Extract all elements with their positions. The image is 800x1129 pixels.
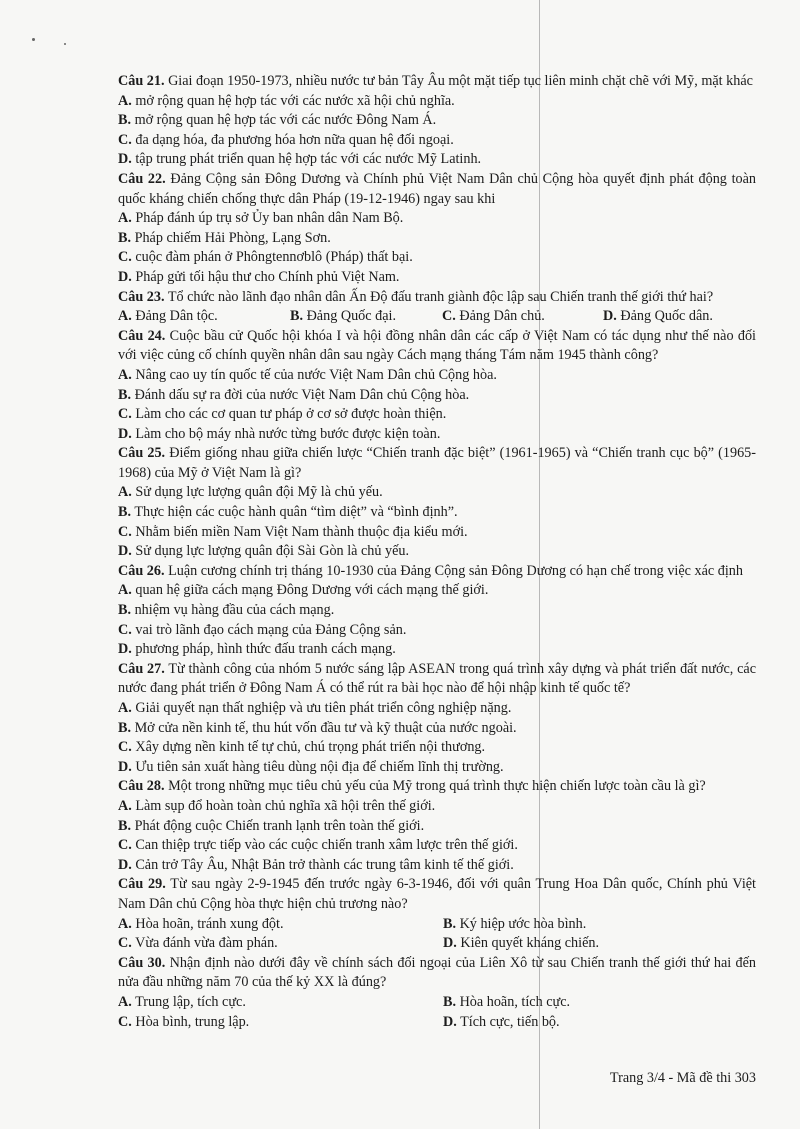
question-22 — [118, 170, 756, 288]
option-c: C. Làm cho các cơ quan tư pháp ở cơ sở được hoàn thiện. — [118, 406, 447, 423]
question-30 — [118, 954, 756, 1032]
option-d: D. Pháp gửi tối hậu thư cho Chính phủ Việt Nam. — [118, 268, 400, 285]
option-a: A. Hòa hoãn, tránh xung đột. — [118, 915, 284, 932]
question-stem: Điểm giống nhau giữa chiến lược “Chiến tranh đặc biệt” (1961-1965) và “Chiến tranh cục bộ” (1965-1968) của Mỹ ở Việt Nam là gì? — [118, 445, 756, 481]
question-list — [118, 72, 756, 1032]
option-d: D. Ưu tiên sản xuất hàng tiêu dùng nội địa để chiếm lĩnh thị trường. — [118, 758, 504, 775]
option-a: A. Đảng Dân tộc. — [118, 308, 218, 325]
question-23 — [118, 288, 756, 327]
scan-speck — [64, 43, 66, 45]
question-number: Câu 23. — [118, 288, 165, 305]
option-d: D. Cản trở Tây Âu, Nhật Bản trở thành các trung tâm kinh tế thế giới. — [118, 856, 514, 873]
question-number: Câu 26. — [118, 562, 165, 579]
question-29 — [118, 875, 756, 953]
question-27 — [118, 660, 756, 778]
option-b: B. mở rộng quan hệ hợp tác với các nước Đông Nam Á. — [118, 112, 437, 129]
question-number: Câu 21. — [118, 73, 165, 89]
question-number: Câu 25. — [118, 445, 166, 462]
option-b: B. nhiệm vụ hàng đầu của cách mạng. — [118, 602, 335, 619]
option-a: A. Trung lập, tích cực. — [118, 993, 246, 1010]
option-c: C. Đảng Dân chủ. — [442, 308, 545, 325]
scan-speck — [32, 38, 35, 41]
option-d: D. Tích cực, tiến bộ. — [443, 1013, 560, 1030]
option-d: D. tập trung phát triển quan hệ hợp tác với các nước Mỹ Latinh. — [118, 151, 482, 168]
option-grid — [118, 915, 756, 954]
option-d: D. Làm cho bộ máy nhà nước từng bước được kiện toàn. — [118, 425, 441, 442]
option-a: A. Nâng cao uy tín quốc tế của nước Việt Nam Dân chủ Cộng hòa. — [118, 366, 497, 383]
question-stem: Một trong những mục tiêu chủ yếu của Mỹ trong quá trình thực hiện chiến lược toàn cầu là gì? — [168, 778, 706, 795]
option-a: A. Sử dụng lực lượng quân đội Mỹ là chủ yếu. — [118, 484, 383, 501]
option-a: A. Pháp đánh úp trụ sở Ủy ban nhân dân Nam Bộ. — [118, 210, 404, 227]
question-number: Câu 29. — [118, 876, 166, 893]
option-c: C. đa dạng hóa, đa phương hóa hơn nữa quan hệ đối ngoại. — [118, 131, 454, 148]
option-d: D. Kiên quyết kháng chiến. — [443, 935, 600, 952]
option-c: C. vai trò lãnh đạo cách mạng của Đảng Cộng sản. — [118, 621, 407, 638]
question-stem: Từ sau ngày 2-9-1945 đến trước ngày 6-3-1946, đối với quân Trung Hoa Dân quốc, Chính phủ Việt Nam Dân chủ Cộng hòa thực hiện chủ trương nào? — [118, 876, 756, 912]
option-b: B. Hòa hoãn, tích cực. — [443, 993, 571, 1010]
question-number: Câu 27. — [118, 660, 165, 677]
question-number: Câu 28. — [118, 778, 165, 795]
question-number: Câu 24. — [118, 327, 166, 344]
option-b: B. Ký hiệp ước hòa bình. — [443, 915, 587, 932]
option-grid — [118, 993, 756, 1032]
question-stem: Giai đoạn 1950-1973, nhiều nước tư bản Tây Âu một mặt tiếp tục liên minh chặt chẽ với Mỹ, mặt khác — [168, 73, 753, 89]
option-a: A. quan hệ giữa cách mạng Đông Dương với cách mạng thế giới. — [118, 582, 489, 599]
question-number: Câu 22. — [118, 170, 166, 187]
question-number: Câu 30. — [118, 954, 166, 971]
question-26 — [118, 562, 756, 660]
option-d: D. Sử dụng lực lượng quân đội Sài Gòn là chủ yếu. — [118, 543, 410, 560]
question-24 — [118, 327, 756, 445]
question-stem: Đảng Cộng sản Đông Dương và Chính phủ Việt Nam Dân chủ Cộng hòa quyết định phát động toàn quốc kháng chiến chống thực dân Pháp (19-12-1946) ngay sau khi — [118, 170, 757, 207]
option-b: B. Đánh dấu sự ra đời của nước Việt Nam Dân chủ Cộng hòa. — [118, 386, 470, 403]
option-b: B. Mở cửa nền kinh tế, thu hút vốn đầu tư và kỹ thuật của nước ngoài. — [118, 719, 517, 736]
question-stem: Nhận định nào dưới đây về chính sách đối ngoại của Liên Xô từ sau Chiến tranh thế giới thứ hai đến nửa đầu những năm 70 của thế kỷ XX là đúng? — [118, 954, 756, 991]
option-d: D. Đảng Quốc dân. — [603, 308, 713, 325]
question-stem: Từ thành công của nhóm 5 nước sáng lập ASEAN trong quá trình xây dựng và phát triển đất nước, các nước đang phát triển ở Đông Nam Á có thể rút ra bài học nào để hội nhập kinh tế quốc tế? — [118, 660, 757, 697]
option-b: B. Pháp chiếm Hải Phòng, Lạng Sơn. — [118, 229, 331, 246]
page-footer: Trang 3/4 - Mã đề thi 303 — [609, 1070, 756, 1086]
option-b: B. Phát động cuộc Chiến tranh lạnh trên toàn thế giới. — [118, 817, 425, 834]
option-a: A. Làm sụp đổ hoàn toàn chủ nghĩa xã hội trên thế giới. — [118, 797, 436, 814]
option-c: C. Hòa bình, trung lập. — [118, 1013, 250, 1030]
option-a: A. Giải quyết nạn thất nghiệp và ưu tiên phát triển công nghiệp nặng. — [118, 700, 512, 716]
option-d: D. phương pháp, hình thức đấu tranh cách mạng. — [118, 641, 396, 658]
question-stem: Cuộc bầu cử Quốc hội khóa I và hội đồng nhân dân các cấp ở Việt Nam có tác dụng như thế nào đối với việc củng cố chính quyền nhân dân sau ngày Cách mạng tháng Tám năm 1945 thành công? — [118, 327, 757, 364]
question-stem: Luận cương chính trị tháng 10-1930 của Đảng Cộng sản Đông Dương có hạn chế trong việc xác định — [168, 562, 743, 579]
question-21 — [118, 72, 756, 170]
option-c: C. Nhằm biến miền Nam Việt Nam thành thuộc địa kiểu mới. — [118, 523, 468, 540]
option-c: C. Vừa đánh vừa đàm phán. — [118, 935, 278, 952]
option-b: B. Thực hiện các cuộc hành quân “tìm diệt” và “bình định”. — [118, 504, 458, 521]
question-stem: Tổ chức nào lãnh đạo nhân dân Ấn Độ đấu tranh giành độc lập sau Chiến tranh thế giới thứ hai? — [167, 288, 714, 305]
option-row — [118, 307, 756, 327]
option-a: A. mở rộng quan hệ hợp tác với các nước xã hội chủ nghĩa. — [118, 92, 455, 109]
question-25 — [118, 444, 756, 562]
option-c: C. Xây dựng nền kinh tế tự chủ, chú trọng phát triển nội thương. — [118, 739, 486, 756]
option-c: C. cuộc đàm phán ở Phôngtennơblô (Pháp) thất bại. — [118, 249, 413, 266]
question-28 — [118, 777, 756, 875]
option-c: C. Can thiệp trực tiếp vào các cuộc chiến tranh xâm lược trên thế giới. — [118, 837, 518, 854]
option-b: B. Đảng Quốc đại. — [290, 308, 396, 325]
